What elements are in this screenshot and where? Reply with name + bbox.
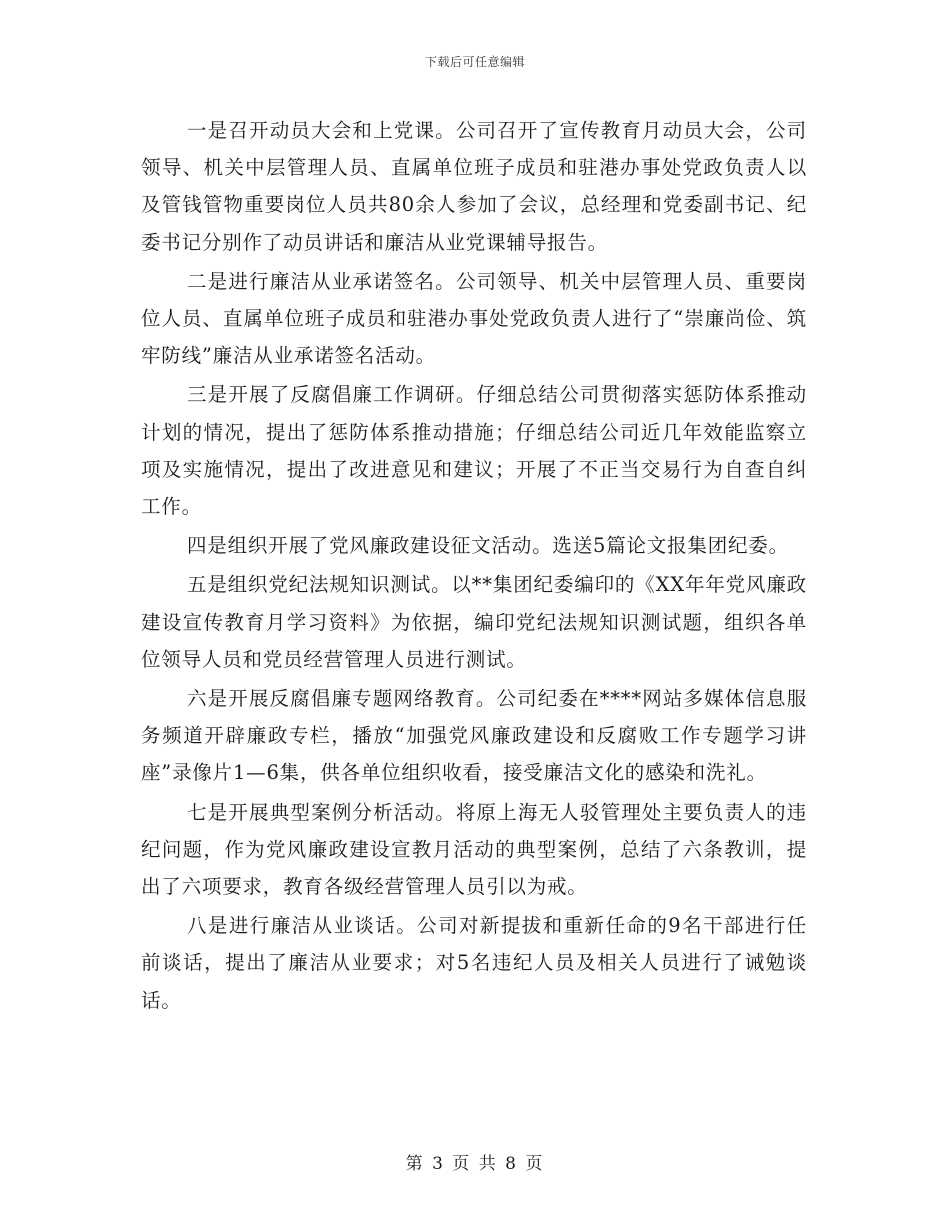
paragraph-3: 三是开展了反腐倡廉工作调研。仔细总结公司贯彻落实惩防体系推动计划的情况，提出了惩防体系推动措施；仔细总结公司近几年效能监察立项及实施情况，提出了改进意见和建议；开展了不正当交易行为自查自纠工作。 — [141, 383, 807, 519]
paragraph-2: 二是进行廉洁从业承诺签名。公司领导、机关中层管理人员、重要岗位人员、直属单位班子成员和驻港办事处党政负责人进行了“崇廉尚俭、筑牢防线”廉洁从业承诺签名活动。 — [141, 269, 807, 368]
paragraph-1: 一是召开动员大会和上党课。公司召开了宣传教育月动员大会，公司领导、机关中层管理人员、直属单位班子成员和驻港办事处党政负责人以及管钱管物重要岗位人员共80余人参加了会议，总经理和党委副书记、纪委书记分别作了动员讲话和廉洁从业党课辅导报告。 — [141, 119, 807, 254]
paragraph-5: 五是组织党纪法规知识测试。以**集团纪委编印的《XX年年党风廉政建设宣传教育月学习资料》为依据，编印党纪法规知识测试题，组织各单位领导人员和党员经营管理人员进行测试。 — [141, 573, 807, 671]
page-number-footer: 第 3 页 共 8 页 — [405, 1154, 545, 1174]
paragraph-7: 七是开展典型案例分析活动。将原上海无人驳管理处主要负责人的违纪问题，作为党风廉政建设宣教月活动的典型案例，总结了六条教训，提出了六项要求，教育各级经营管理人员引以为戒。 — [141, 800, 807, 899]
paragraph-8: 八是进行廉洁从业谈话。公司对新提拔和重新任命的9名干部进行任前谈话，提出了廉洁从业要求；对5名违纪人员及相关人员进行了诫勉谈话。 — [141, 914, 807, 1012]
paragraph-6: 六是开展反腐倡廉专题网络教育。公司纪委在****网站多媒体信息服务频道开辟廉政专栏，播放“加强党风廉政建设和反腐败工作专题学习讲座”录像片1—6集，供各单位组织收看，接受廉洁文化的感染和洗礼。 — [141, 687, 807, 785]
paragraph-4: 四是组织开展了党风廉政建设征文活动。选送5篇论文报集团纪委。 — [187, 534, 789, 558]
page-header-note: 下载后可任意编辑 — [424, 55, 525, 69]
document-body — [141, 112, 807, 1021]
